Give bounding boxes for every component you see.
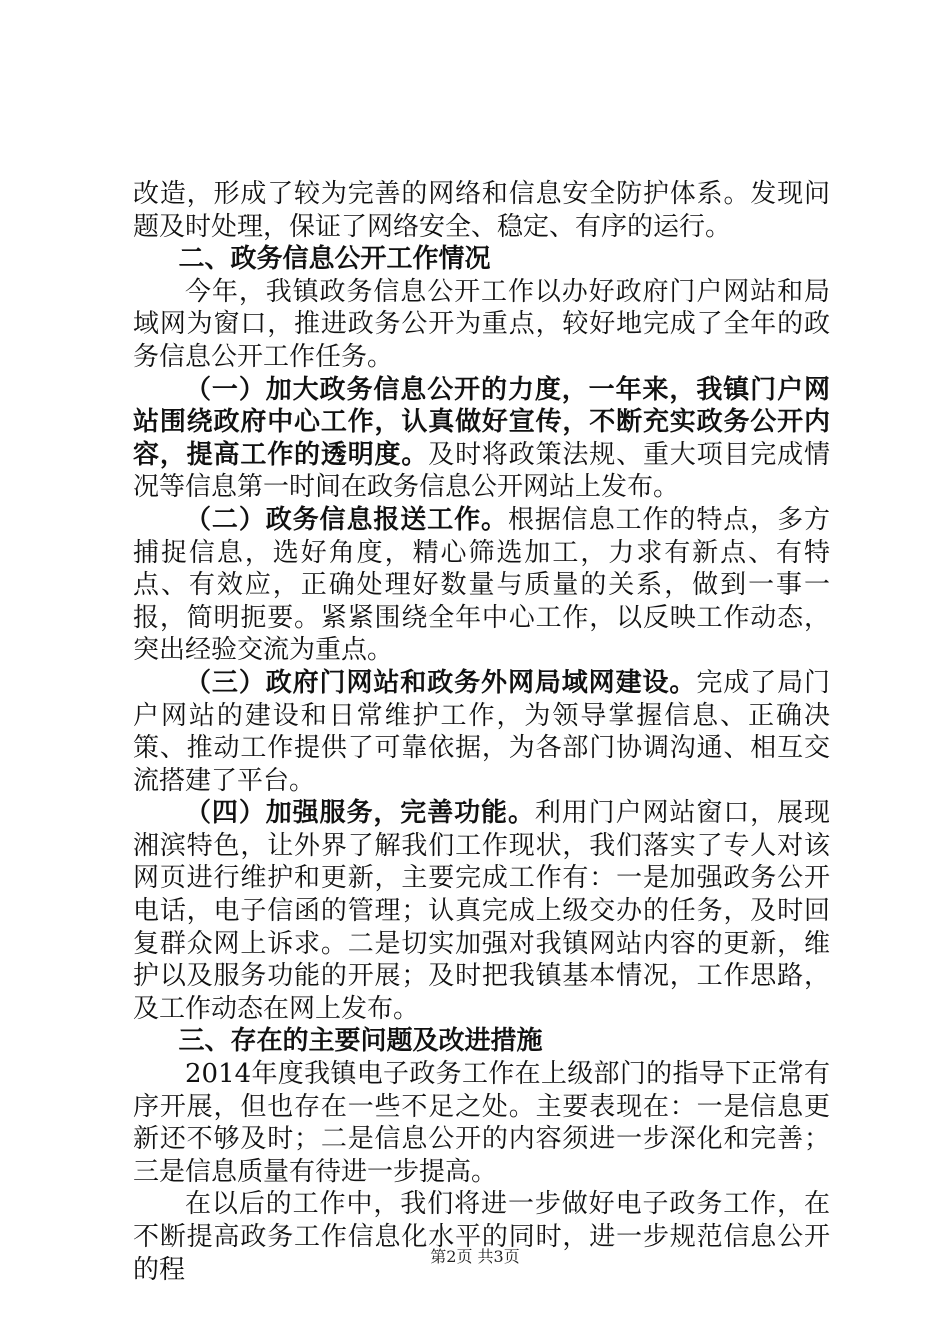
item-1-heading: （一）加大政务信息公开的力度，一年来，我镇门户网站围绕政府中心工作，认真做好宣传，不断充实政务公开内容，提高工作的透明度。 bbox=[133, 374, 830, 470]
paragraph-item-3 bbox=[133, 667, 830, 797]
section-heading-2: 二、政务信息公开工作情况 bbox=[178, 244, 491, 275]
section-heading-3: 三、存在的主要问题及改进措施 bbox=[178, 1026, 543, 1057]
item-2-heading: （二）政务信息报送工作。 bbox=[185, 504, 508, 535]
paragraph-problems: 2014年度我镇电子政务工作在上级部门的指导下正常有序开展，但也存在一些不足之处。主要表现在：一是信息更新还不够及时；二是信息公开的内容须进一步深化和完善；三是信息质量有待进一步提高。 bbox=[133, 1059, 830, 1187]
paragraph-future: 在以后的工作中，我们将进一步做好电子政务工作，在不断提高政务工作信息化水平的同时，进一步规范信息公开的程 bbox=[133, 1189, 830, 1285]
document-body bbox=[133, 178, 830, 1286]
item-3-heading: （三）政府门网站和政务外网局域网建设。 bbox=[185, 667, 697, 698]
item-4-text: 利用门户网站窗口，展现湘滨特色，让外界了解我们工作现状，我们落实了专人对该网页进行维护和更新，主要完成工作有：一是加强政务公开电话，电子信函的管理；认真完成上级交办的任务，及时回复群众网上诉求。二是切实加强对我镇网站内容的更新，维护以及服务功能的开展；及时把我镇基本情况，工作思路，及工作动态在网上发布。 bbox=[133, 798, 830, 1024]
item-4-heading: （四）加强服务，完善功能。 bbox=[185, 798, 535, 829]
page-footer: 第2页 共3页 bbox=[430, 1247, 520, 1266]
paragraph-item-2 bbox=[133, 504, 830, 667]
item-1-text: 及时将政策法规、重大项目完成情况等信息第一时间在政务信息公开网站上发布。 bbox=[133, 439, 830, 503]
item-2-text: 根据信息工作的特点，多方捕捉信息，选好角度，精心筛选加工，力求有新点、有特点、有效应，正确处理好数量与质量的关系，做到一事一报，简明扼要。紧紧围绕全年中心工作，以反映工作动态，突出经验交流为重点。 bbox=[133, 504, 830, 666]
paragraph-item-4 bbox=[133, 797, 830, 1025]
paragraph-continued: 改造，形成了较为完善的网络和信息安全防护体系。发现问题及时处理，保证了网络安全、稳定、有序的运行。 bbox=[133, 179, 830, 242]
paragraph-item-1 bbox=[133, 374, 830, 504]
paragraph-intro: 今年，我镇政务信息公开工作以办好政府门户网站和局域网为窗口，推进政务公开为重点，较好地完成了全年的政务信息公开工作任务。 bbox=[133, 276, 830, 372]
item-3-text: 完成了局门户网站的建设和日常维护工作，为领导掌握信息、正确决策、推动工作提供了可靠依据，为各部门协调沟通、相互交流搭建了平台。 bbox=[133, 667, 830, 796]
